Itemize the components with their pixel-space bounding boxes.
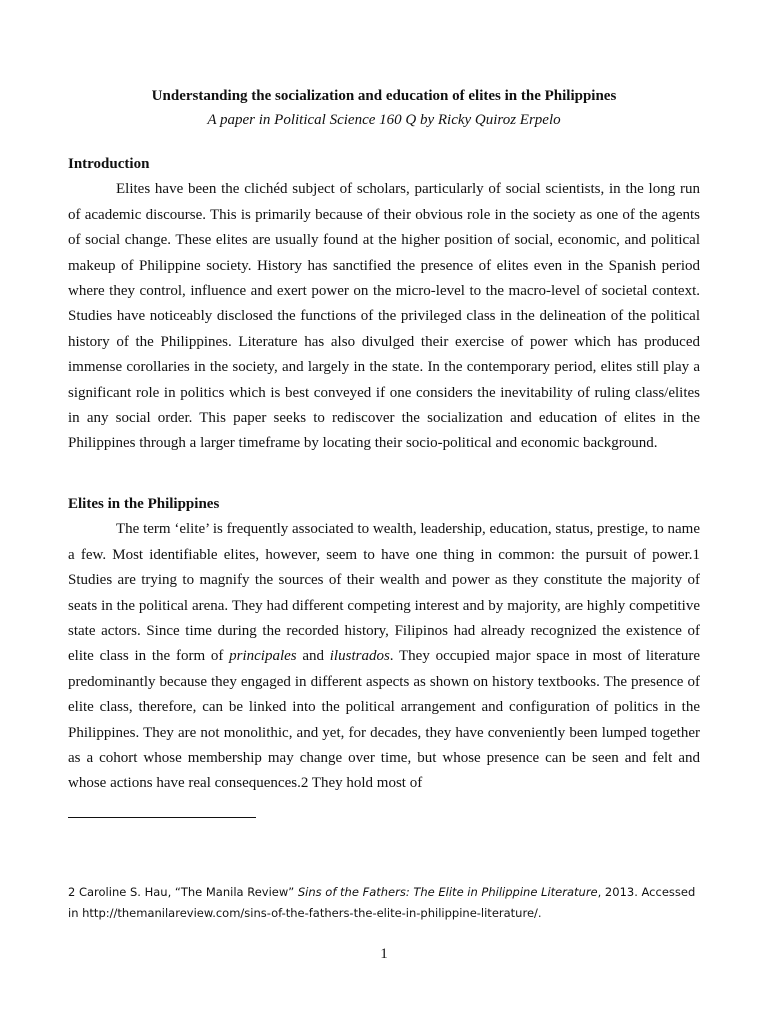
footnote — [68, 882, 700, 924]
footnote-prefix: 2 Caroline S. Hau, “The Manila Review” — [68, 885, 298, 899]
footnote-italic-title: Sins of the Fathers: The Elite in Philippine Literature — [297, 885, 598, 899]
elites-paragraph — [68, 517, 700, 796]
term-ilustrados: ilustrados — [329, 648, 390, 665]
paper-title: Understanding the socialization and education of elites in the Philippines — [151, 88, 617, 104]
elites-section — [68, 492, 700, 797]
footnote-suffix: , 2013. Accessed in http://themanilareview.com/sins-of-the-fathers-the-elite-in-philippine-literature/. — [68, 885, 696, 920]
paper-subtitle: A paper in Political Science 160 Q by Ricky Quiroz Erpelo — [207, 112, 561, 128]
introduction-paragraph: Elites have been the clichéd subject of scholars, particularly of social scientists, in the long run of academic discourse. This is primarily because of their obvious role in the society as one of the agents of social change. These elites are usually found at the higher position of social, economic, and political makeup of Philippine society. History has sanctified the presence of elites even in the Spanish period where they control, influence and exert power on the micro-level to the macro-level of societal context. Studies have noticeably disclosed the functions of the privileged class in the delineation of the political history of the Philippines. Literature has also divulged their exercise of power which has produced immense corollaries in the society, and largely in the state. In the contemporary period, elites still play a significant role in politics which is best conveyed if one considers the inevitability of ruling class/elites in any social order. This paper seeks to rediscover the socialization and education of elites in the Philippines through a larger timeframe by locating their socio-political and economic background. — [68, 181, 700, 452]
introduction-heading: Introduction — [68, 156, 150, 172]
elites-text-part1: The term ‘elite’ is frequently associated to wealth, leadership, education, status, prestige, to name a few. Most identifiable elites, however, seem to have one thing in common: the pursuit of power.1 Studies are trying to magnify the sources of their wealth and power as they constitute the majority of seats in the political arena. They had different competing interest and by majority, are highly competitive state actors. Since time during the recorded history, Filipinos had already recognized the existence of elite class in the form of — [68, 521, 700, 665]
elites-text-and: and — [296, 648, 330, 665]
elites-heading: Elites in the Philippines — [68, 496, 220, 512]
elites-text-part2: . They occupied major space in most of literature predominantly because they engaged in different aspects as shown on history textbooks. The presence of elite class, therefore, can be linked into the political arrangement and configuration of politics in the Philippines. They are not monolithic, and yet, for decades, they have conveniently been lumped together as a cohort whose membership may change over time, but whose presence can be seen and felt and whose actions have real consequences.2 They hold most of — [68, 648, 700, 792]
term-principales: principales — [229, 648, 297, 665]
footnote-divider — [68, 817, 256, 818]
page-number: 1 — [380, 946, 388, 962]
introduction-section — [68, 152, 700, 457]
